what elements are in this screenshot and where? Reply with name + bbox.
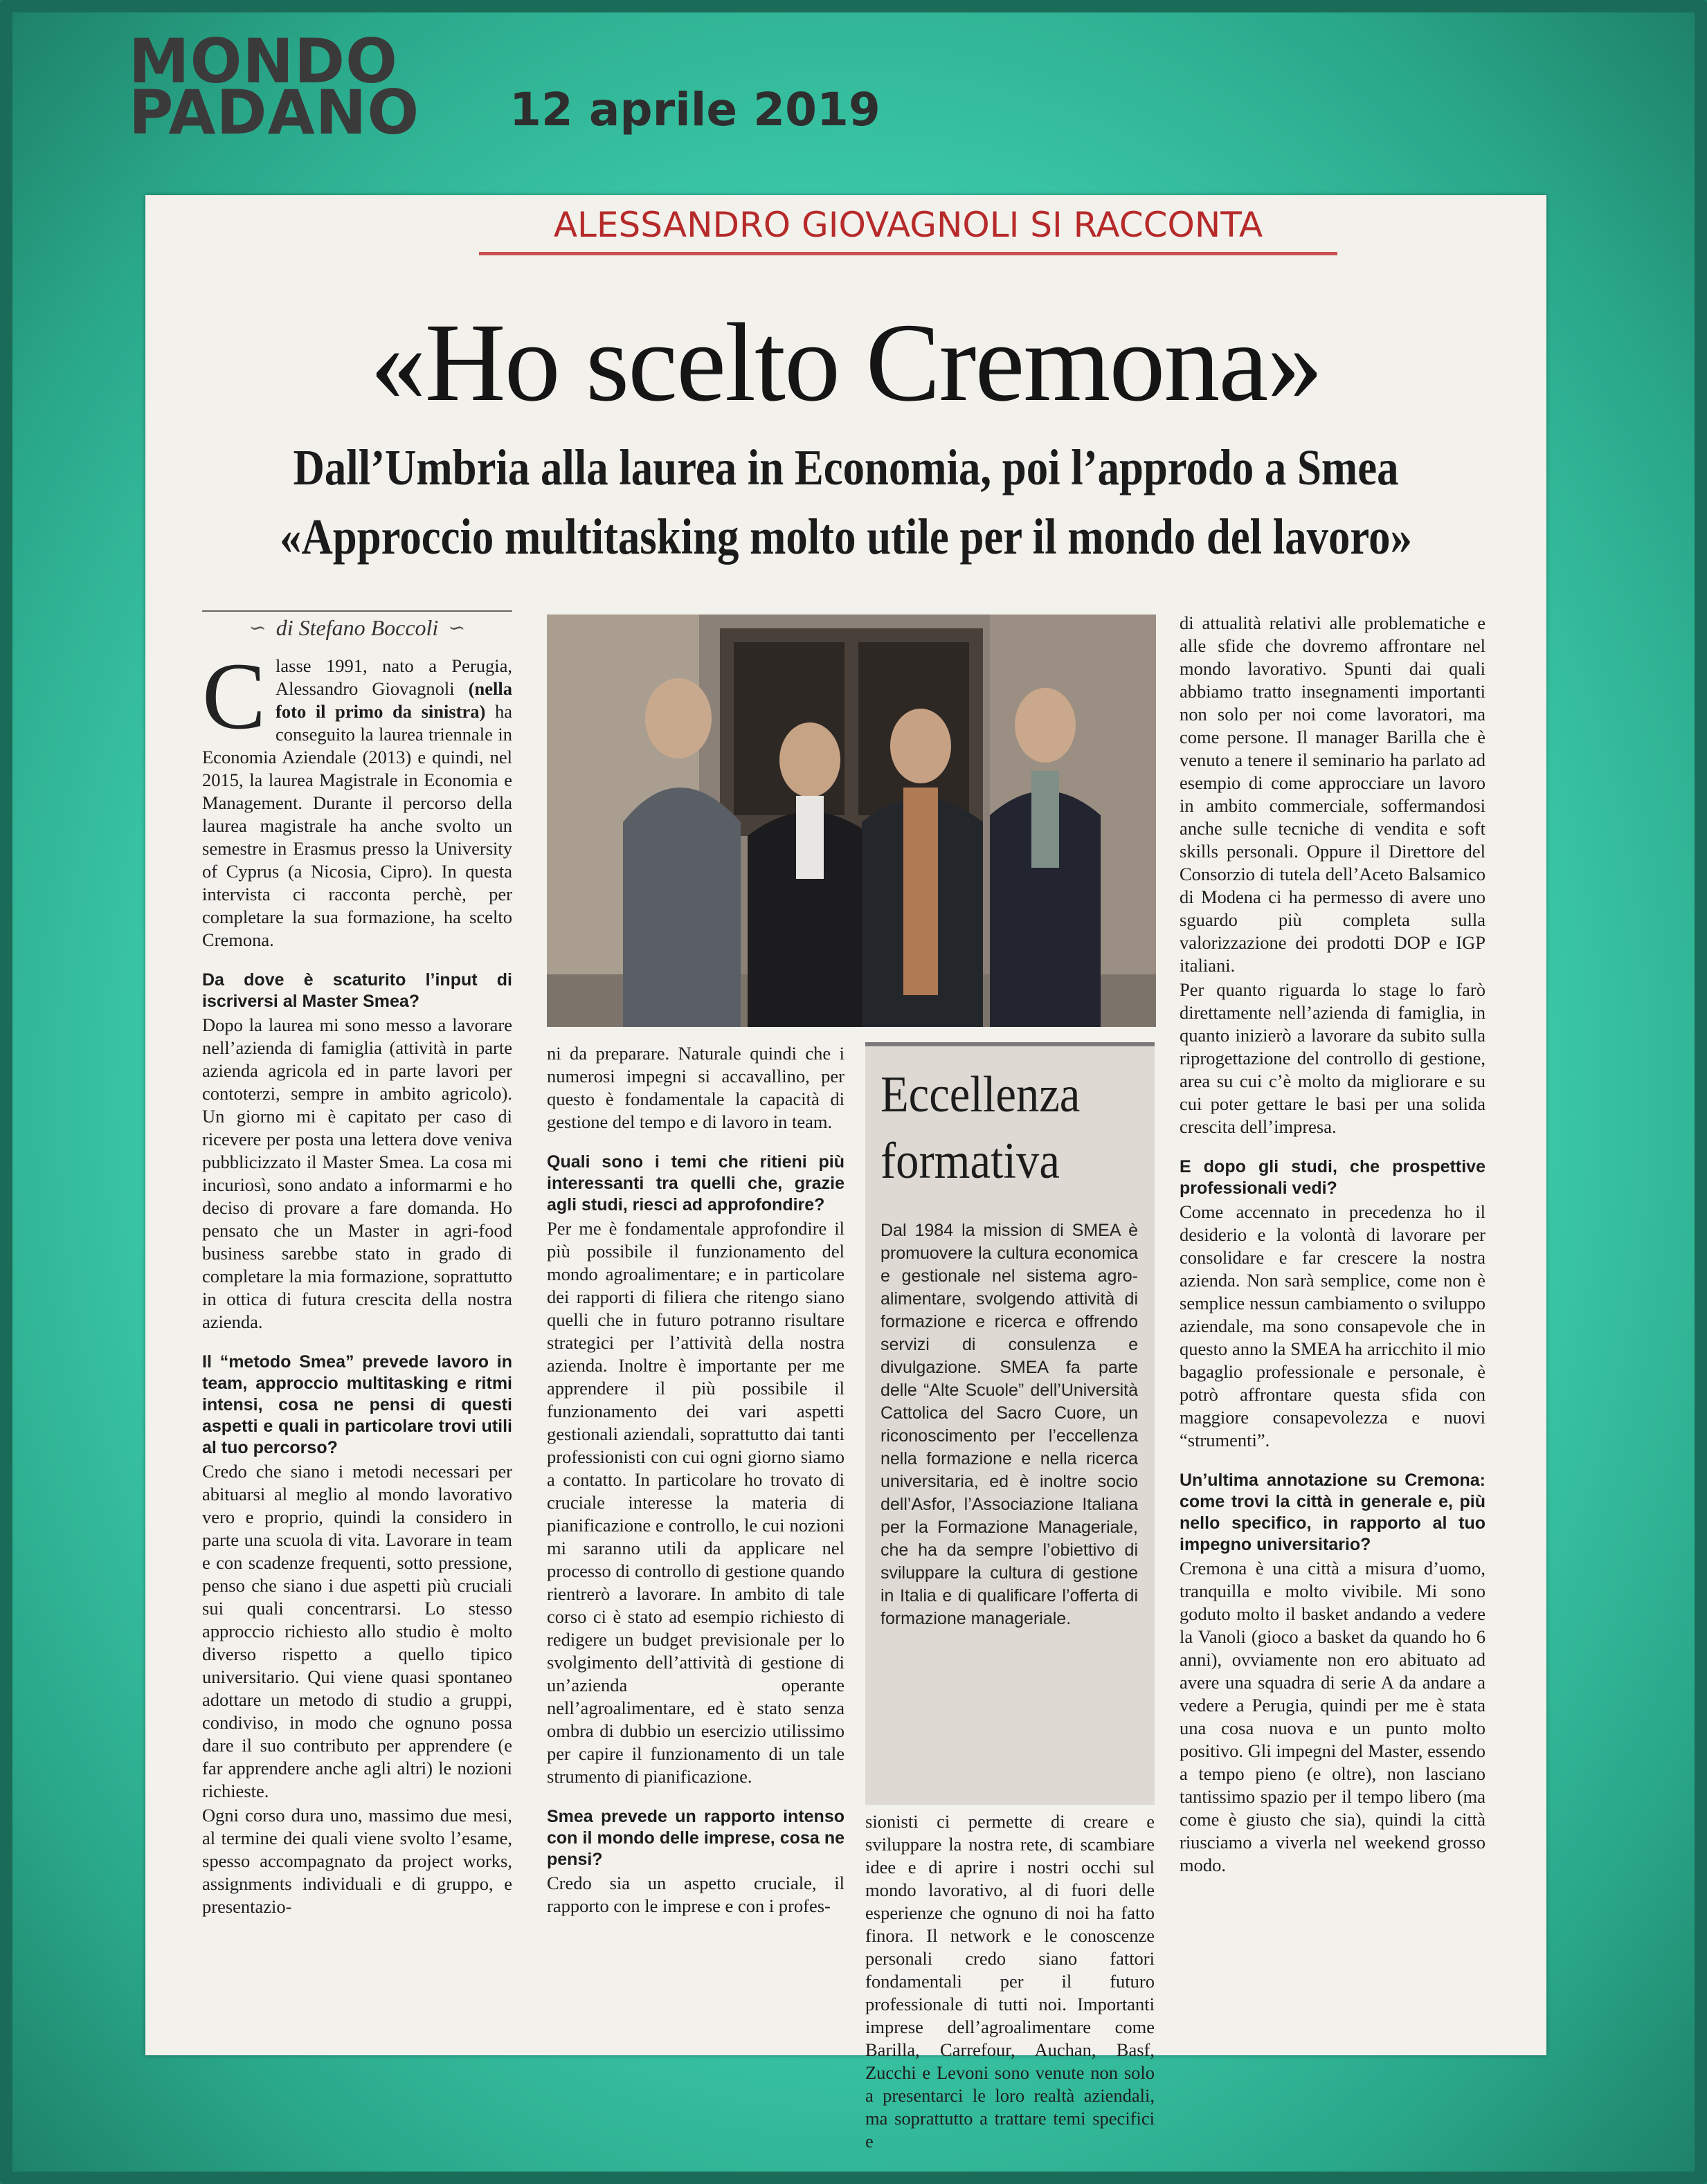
question-6: Un’ultima annotazione su Cremona: come trovi la città in generale e, più nello specifico, in rapporto al tuo impegno universitario?: [1180, 1471, 1485, 1554]
column-2: [547, 1042, 845, 1919]
box-title-line-2: formativa: [880, 1133, 1060, 1190]
box-title: [880, 1062, 1080, 1194]
answer-1: Dopo la laurea mi sono messo a lavorare nell’azienda di famiglia (attività in parte azienda agricola ed in parte lavori per contoterzi, sempre in ambito agricolo). Un giorno mi è capitato per caso di ricevere per posta una lettera dove veniva pubblicizzato il Master Smea. La cosa mi incuriosì, sono andato a informarmi e ho deciso di provare a fare domanda. Ho pensato che un Master in agri-food business sarebbe stato in grado di completare la mia formazione, soprattutto in ottica di futura crescita della nostra azienda.: [202, 1014, 512, 1332]
answer-3: Per me è fondamentale approfondire il più possibile il funzionamento del mondo agroalimentare; e in particolare dei rapporti di filiera che ritengo siano quelli che in futuro potranno risultare strategici per l’attività della nostra azienda. Inoltre è importante per me apprendere il più possibile il funzionamento dei vari aspetti gestionali aziendali, soprattutto dai tanti professionisti con cui ogni giorno siamo a contatto. In particolare ho trovato di cruciale interesse la materia di pianificazione e controllo, le cui nozioni mi saranno utili da applicare nel processo di controllo di gestione quando rientrerò a lavorare. In ambito di tale corso ci è stato ad esempio richiesto di redigere un budget previsionale per lo svolgimento dell’attività di gestione di un’azienda operante nell’agroalimentare, ed è stato senza ombra di dubbio un esercizio utilissimo per capire il funzionamento di un tale strumento di pianificazione.: [547, 1218, 845, 1787]
newspaper-clipping: [145, 195, 1546, 2151]
question-1: Da dove è scaturito l’input di iscriversi al Master Smea?: [202, 970, 512, 1011]
answer-2-end: ni da preparare. Naturale quindi che i numerosi impegni si accavallino, per questo è fondamentale la capacità di gestione del tempo e di lavoro in team.: [547, 1043, 845, 1132]
intro-paragraph: Classe 1991, nato a Perugia, Alessandro Giovagnoli (nella foto il primo da sinistra) ha conseguito la laurea triennale in Economia Aziendale (2013) e quindi, nel 2015, la laurea Magistrale in Economia e Management. Durante il percorso della laurea magistrale ha anche svolto un semestre in Erasmus presso la University of Cyprus (a Nicosia, Cipro). In questa intervista ci racconta perchè, per completare la sua formazione, ha scelto Cremona.: [202, 643, 512, 950]
answer-6: Cremona è una città a misura d’uomo, tranquilla e molto vivibile. Mi sono goduto molto il basket andando a vedere la Vanoli (gioco a basket da quando ho 6 anni), ovviamente non ero abituato ad avere una squadra di serie A da andare a vedere a Perugia, quindi per me è stata una cosa nuova e un punto molto positivo. Gli impegni del Master, essendo a tempo pieno (e oltre), non lasciano tantissimo spazio per il tempo libero (ma come è giusto che sia), quindi la città riusciamo a viverla nel weekend grosso modo.: [1180, 1558, 1485, 1875]
kicker-rule: [479, 252, 1337, 255]
answer-4-stage: Per quanto riguarda lo stage lo farò direttamente nell’azienda di famiglia, in quanto inizierò a lavorare da subito sulla riprogettazione del controllo di gestione, area su cui c’è molto da migliorare e su cui poter gettare le basi per una solida crescita dell’impresa.: [1180, 979, 1485, 1137]
masthead-line-1: MONDO: [129, 26, 398, 97]
question-4: Smea prevede un rapporto intenso con il mondo delle imprese, cosa ne pensi?: [547, 1807, 845, 1869]
answer-2: Credo che siano i metodi necessari per abituarsi al meglio al mondo lavorativo vero e proprio, quindi la considero in parte una scuola di vita. Lavorare in team e con scadenze frequenti, sotto pressione, penso che siano i due aspetti più cruciali sui quali concentrarsi. Lo stesso approccio richiesto allo studio è molto diverso rispetto a quello tipico universitario. Qui viene quasi spontaneo adottare un metodo di studio a gruppi, condiviso, in modo che ognuno possa dare il suo contributo per apprendere (e far apprendere anche agli altri) le nozioni richieste.: [202, 1461, 512, 1801]
subheadline-1: Dall’Umbria alla laurea in Economia, poi l’approdo a Smea: [293, 439, 1399, 495]
sidebar-box: [865, 1042, 1155, 1805]
left-flourish-icon: ∽: [249, 616, 267, 639]
box-text: Dal 1984 la mission di SMEA è promuovere la cultura economica e gestionale nel sistema agro-alimentare, svolgendo attività di formazione e ricerca e offrendo servizi di consulenza e divulgazione. SMEA fa parte delle “Alte Scuole” dell’Università Cattolica del Sacro Cuore, un riconoscimento per l’eccellenza nella formazione e nella ricerca universitaria, ed è inoltre socio dell’Asfor, l’Associazione Italiana per la Formazione Manageriale, che ha da sempre l’obiettivo di sviluppare la cultura di gestione in Italia e di qualificare l’offerta di formazione manageriale.: [880, 1221, 1138, 1628]
answer-5: Come accennato in precedenza ho il desiderio e la volontà di lavorare per consolidare e far crescere la nostra azienda. Non sarà semplice, come non è semplice nessun cambiamento o sviluppo aziendale, ma sono consapevole che in questo anno la SMEA ha arricchito il mio bagaglio professionale e personale, è potrò affrontare questa sfida con maggiore consapevolezza e nuovi “strumenti”.: [1180, 1201, 1485, 1450]
byline-author: di Stefano Boccoli: [276, 615, 439, 640]
kicker: ALESSANDRO GIOVAGNOLI SI RACCONTA: [553, 205, 1263, 245]
column-3: [865, 1810, 1155, 2154]
answer-4-end: di attualità relativi alle problematiche e alle sfide che dovremo affrontare nel mondo lavorativo. Spunti dai quali abbiamo tratto insegnamenti importanti non solo per noi come lavoratori, ma come persone. Il manager Barilla che è venuto a tenere il seminario ha parlato ad esempio di come approcciare un lavoro in ambito commerciale, soffermandosi anche sulle tecniche di vendita e soft skills personali. Oppure il Direttore del Consorzio di tutela dell’Aceto Balsamico di Modena ci ha permesso di avere uno sguardo più completa sulla valorizzazione dei prodotti DOP e IGP italiani.: [1180, 612, 1485, 976]
dropcap: C: [202, 643, 267, 749]
subheadline-2: «Approccio multitasking molto utile per il mondo del lavoro»: [280, 509, 1412, 565]
question-3: Quali sono i temi che ritieni più interessanti tra quelli che, grazie agli studi, riesci ad approfondire?: [547, 1152, 845, 1214]
publication-date: 12 aprile 2019: [509, 83, 880, 136]
masthead-line-2: PADANO: [129, 77, 420, 148]
group-photo: [547, 615, 1156, 1027]
group-photo-illustration: [547, 615, 1156, 1027]
right-flourish-icon: ∽: [448, 616, 466, 639]
headline: «Ho scelto Cremona»: [370, 301, 1322, 425]
answer-2-cont: Ogni corso dura uno, massimo due mesi, al termine dei quali viene svolto l’esame, spesso accompagnato da project works, assignments individuali e di gruppo, e presentazio-: [202, 1805, 512, 1917]
column-4: [1180, 612, 1485, 1878]
photo-caption-inline: (nella foto il primo da sinistra): [276, 678, 512, 722]
question-2: Il “metodo Smea” prevede lavoro in team, approccio multitasking e ritmi intensi, cosa ne pensi di questi aspetti e quali in particolare trovi utili al tuo percorso?: [202, 1352, 512, 1457]
masthead-logo: [129, 26, 420, 148]
box-title-line-1: Eccellenza: [880, 1066, 1081, 1123]
byline: [202, 610, 512, 644]
answer-4-cont: sionisti ci permette di creare e sviluppare la nostra rete, di scambiare idee e di aprire i nostri occhi sul mondo lavorativo, al di fuori delle esperienze che ognuno di noi ha fatto finora. Il network e le conoscenze personali credo siano fattori fondamentali per il futuro professionale di tutti noi. Importanti imprese dell’agroalimentare come Barilla, Carrefour, Auchan, Basf, Zucchi e Levoni sono venute non solo a presentarci le loro realtà aziendali, ma soprattutto a trattare temi specifici e: [865, 1811, 1155, 2151]
question-5: E dopo gli studi, che prospettive professionali vedi?: [1180, 1157, 1485, 1198]
answer-4: Credo sia un aspetto cruciale, il rapporto con le imprese e con i profes-: [547, 1873, 845, 1916]
column-1: [202, 643, 512, 1920]
